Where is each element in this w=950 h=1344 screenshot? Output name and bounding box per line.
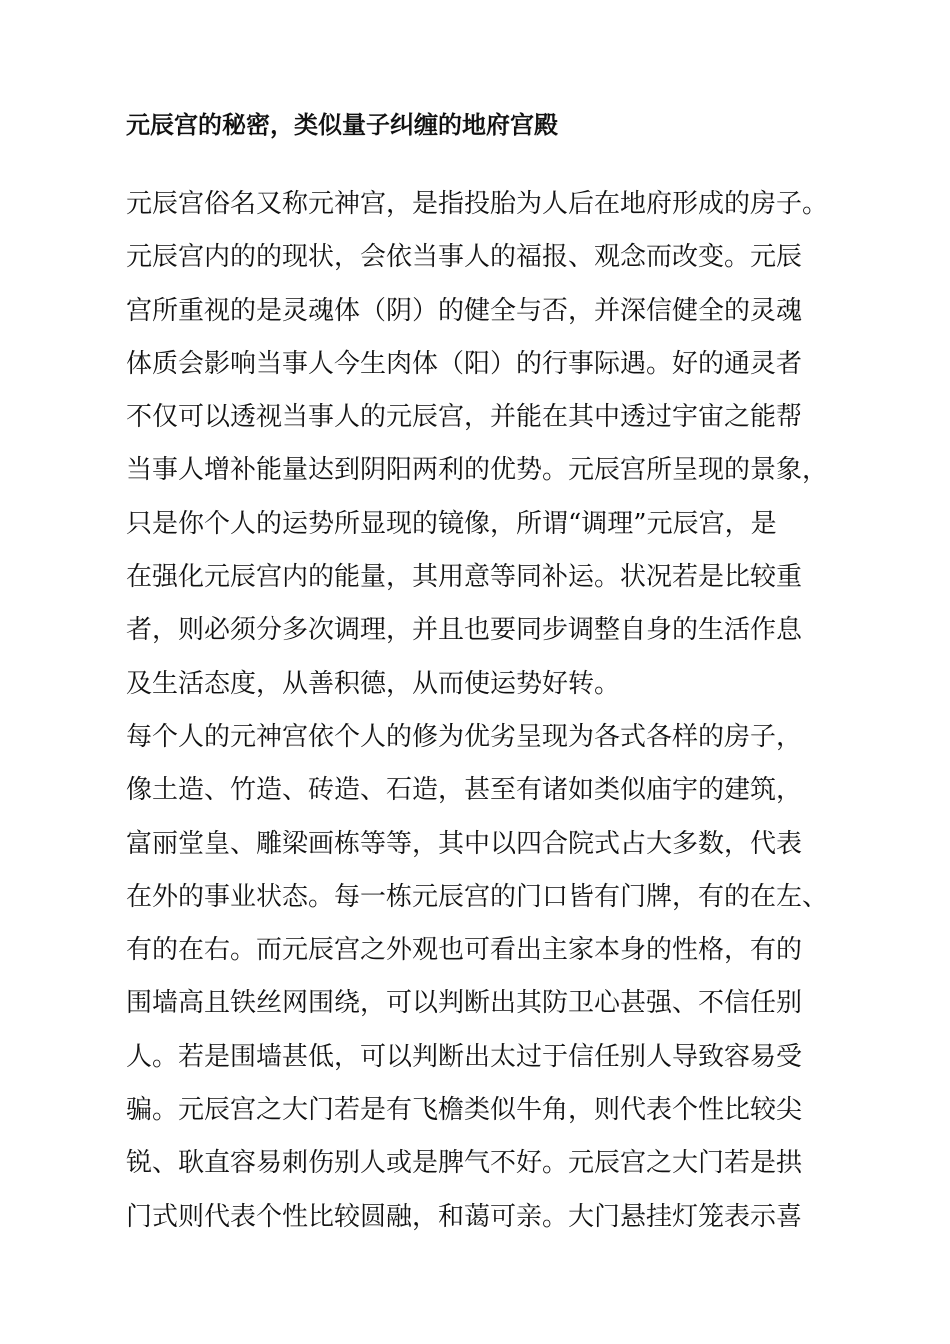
text-line: 富丽堂皇、雕梁画栋等等，其中以四合院式占大多数，代表	[126, 828, 803, 859]
text-line: 在强化元辰宫内的能量，其用意等同补运。状况若是比较重	[126, 562, 803, 593]
text-line: 只是你个人的运势所显现的镜像，所谓“调理”元辰宫，是	[126, 508, 777, 539]
text-line: 每个人的元神宫依个人的修为优劣呈现为各式各样的房子，	[126, 721, 803, 752]
text-line: 不仅可以透视当事人的元辰宫，并能在其中透过宇宙之能帮	[126, 402, 803, 433]
document-body	[126, 178, 856, 1244]
text-line: 者，则必须分多次调理，并且也要同步调整自身的生活作息	[126, 615, 803, 646]
text-line: 元辰宫俗名又称元神宫，是指投胎为人后在地府形成的房子。	[126, 189, 829, 219]
text-line: 围墙高且铁丝网围绕，可以判断出其防卫心甚强、不信任别	[126, 988, 803, 1019]
text-line: 有的在右。而元辰宫之外观也可看出主家本身的性格，有的	[126, 935, 803, 966]
text-line: 像土造、竹造、砖造、石造，甚至有诸如类似庙宇的建筑，	[126, 775, 803, 806]
text-line: 元辰宫内的的现状，会依当事人的福报、观念而改变。元辰	[126, 242, 803, 273]
text-line: 当事人增补能量达到阴阳两利的优势。元辰宫所呈现的景象，	[126, 455, 829, 486]
text-line: 骗。元辰宫之大门若是有飞檐类似牛角，则代表个性比较尖	[126, 1095, 803, 1126]
text-line: 体质会影响当事人今生肉体（阳）的行事际遇。好的通灵者	[126, 348, 803, 379]
text-line: 锐、耿直容易刺伤别人或是脾气不好。元辰宫之大门若是拱	[126, 1148, 803, 1179]
text-line: 宫所重视的是灵魂体（阴）的健全与否，并深信健全的灵魂	[126, 295, 803, 326]
text-line: 门式则代表个性比较圆融，和蔼可亲。大门悬挂灯笼表示喜	[126, 1201, 803, 1232]
document-title: 元辰宫的秘密，类似量子纠缠的地府宫殿	[126, 110, 558, 139]
text-line: 人。若是围墙甚低，可以判断出太过于信任别人导致容易受	[126, 1041, 803, 1072]
text-line: 在外的事业状态。每一栋元辰宫的门口皆有门牌，有的在左、	[126, 881, 829, 912]
text-line: 及生活态度，从善积德，从而使运势好转。	[126, 668, 621, 699]
